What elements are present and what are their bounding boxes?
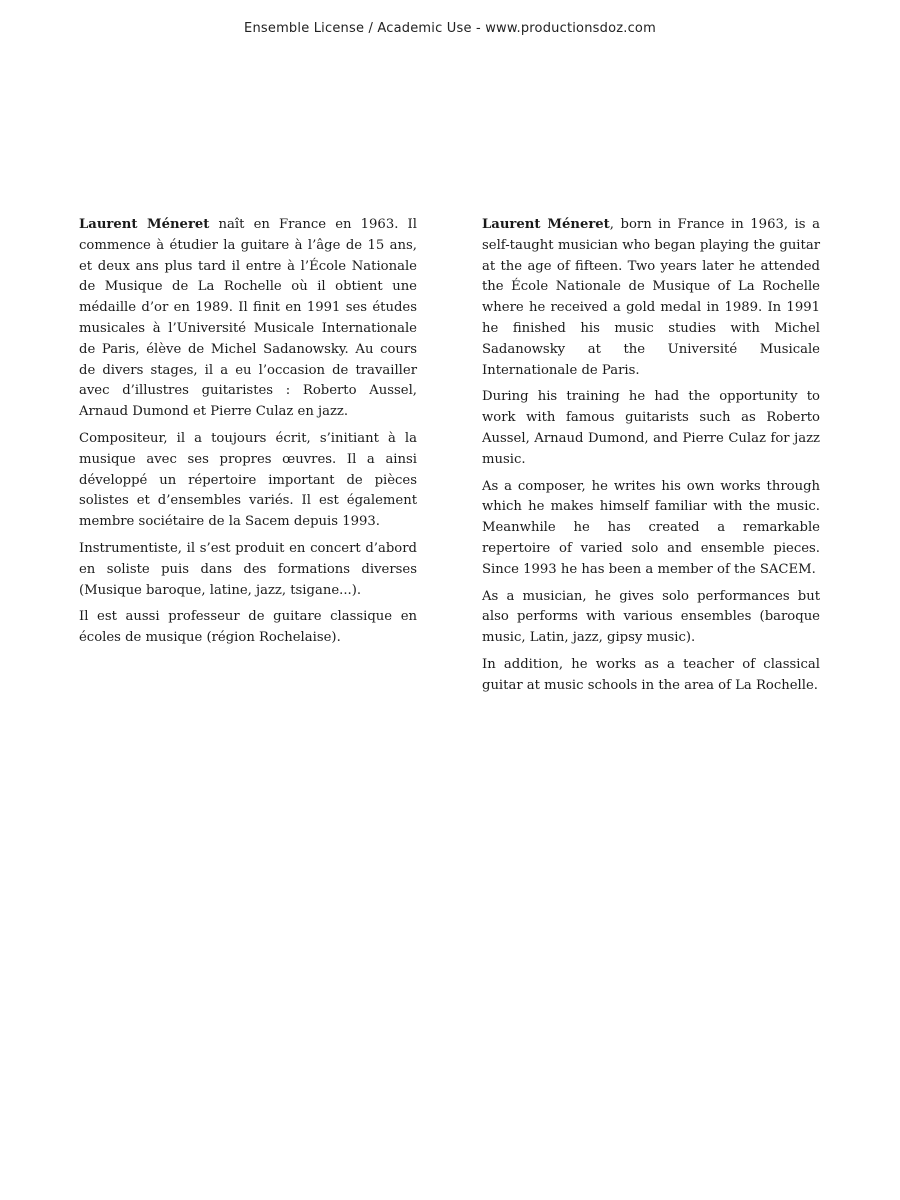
bio-en-paragraph-1 — [482, 215, 820, 381]
biography-french — [79, 215, 417, 655]
bio-en-name: Laurent Méneret — [482, 217, 610, 232]
bio-fr-paragraph-4: Il est aussi professeur de guitare classique en écoles de musique (région Rochelaise). — [79, 609, 417, 646]
bio-fr-paragraph-2: Compositeur, il a toujours écrit, s’initiant à la musique avec ses propres œuvres. Il a ainsi développé un répertoire important de pièces solistes et d’ensembles variés. Il est également membre sociétaire de la Sacem depuis 1993. — [79, 430, 417, 530]
bio-en-paragraph-5: In addition, he works as a teacher of classical guitar at music schools in the area of La Rochelle. — [482, 656, 820, 693]
bio-en-paragraph-4: As a musician, he gives solo performances but also performs with various ensembles (baroque music, Latin, jazz, gipsy music). — [482, 588, 820, 646]
license-header: Ensemble License / Academic Use - www.productionsdoz.com — [244, 21, 656, 36]
bio-fr-paragraph-1 — [79, 215, 417, 423]
bio-fr-paragraph-3: Instrumentiste, il s’est produit en concert d’abord en soliste puis dans des formations diverses (Musique baroque, latine, jazz, tsigane...). — [79, 540, 417, 598]
bio-en-paragraph-3: As a composer, he writes his own works through which he makes himself familiar with the music. Meanwhile he has created a remarkable repertoire of varied solo and ensemble pieces. Since 1993 he has been a member of the SACEM. — [482, 478, 820, 577]
bio-en-paragraph-2: During his training he had the opportunity to work with famous guitarists such as Roberto Aussel, Arnaud Dumond, and Pierre Culaz for jazz music. — [482, 389, 820, 467]
bio-fr-name: Laurent Méneret — [79, 217, 210, 232]
bio-fr-paragraph-1-text: naît en France en 1963. Il commence à étudier la guitare à l’âge de 15 ans, et deux ans plus tard il entre à l’École Nationale de Musique de La Rochelle où il obtient une médaille d’or en 1989. Il finit en 1991 ses études musicales à l’Université Musicale Internationale de Paris, élève de Michel Sadanowsky. Au cours de divers stages, il a eu l’occasion de travailler avec d’illustres guitaristes : Roberto Aussel, Arnaud Dumond et Pierre Culaz en jazz. — [79, 217, 417, 420]
bio-en-paragraph-1-text: , born in France in 1963, is a self-taught musician who began playing the guitar at the age of fifteen. Two years later he attended the École Nationale de Musique of La Rochelle where he received a gold medal in 1989. In 1991 he finished his music studies with Michel Sadanowsky at the Université Musicale Internationale de Paris. — [482, 217, 820, 378]
biography-english — [482, 215, 820, 703]
